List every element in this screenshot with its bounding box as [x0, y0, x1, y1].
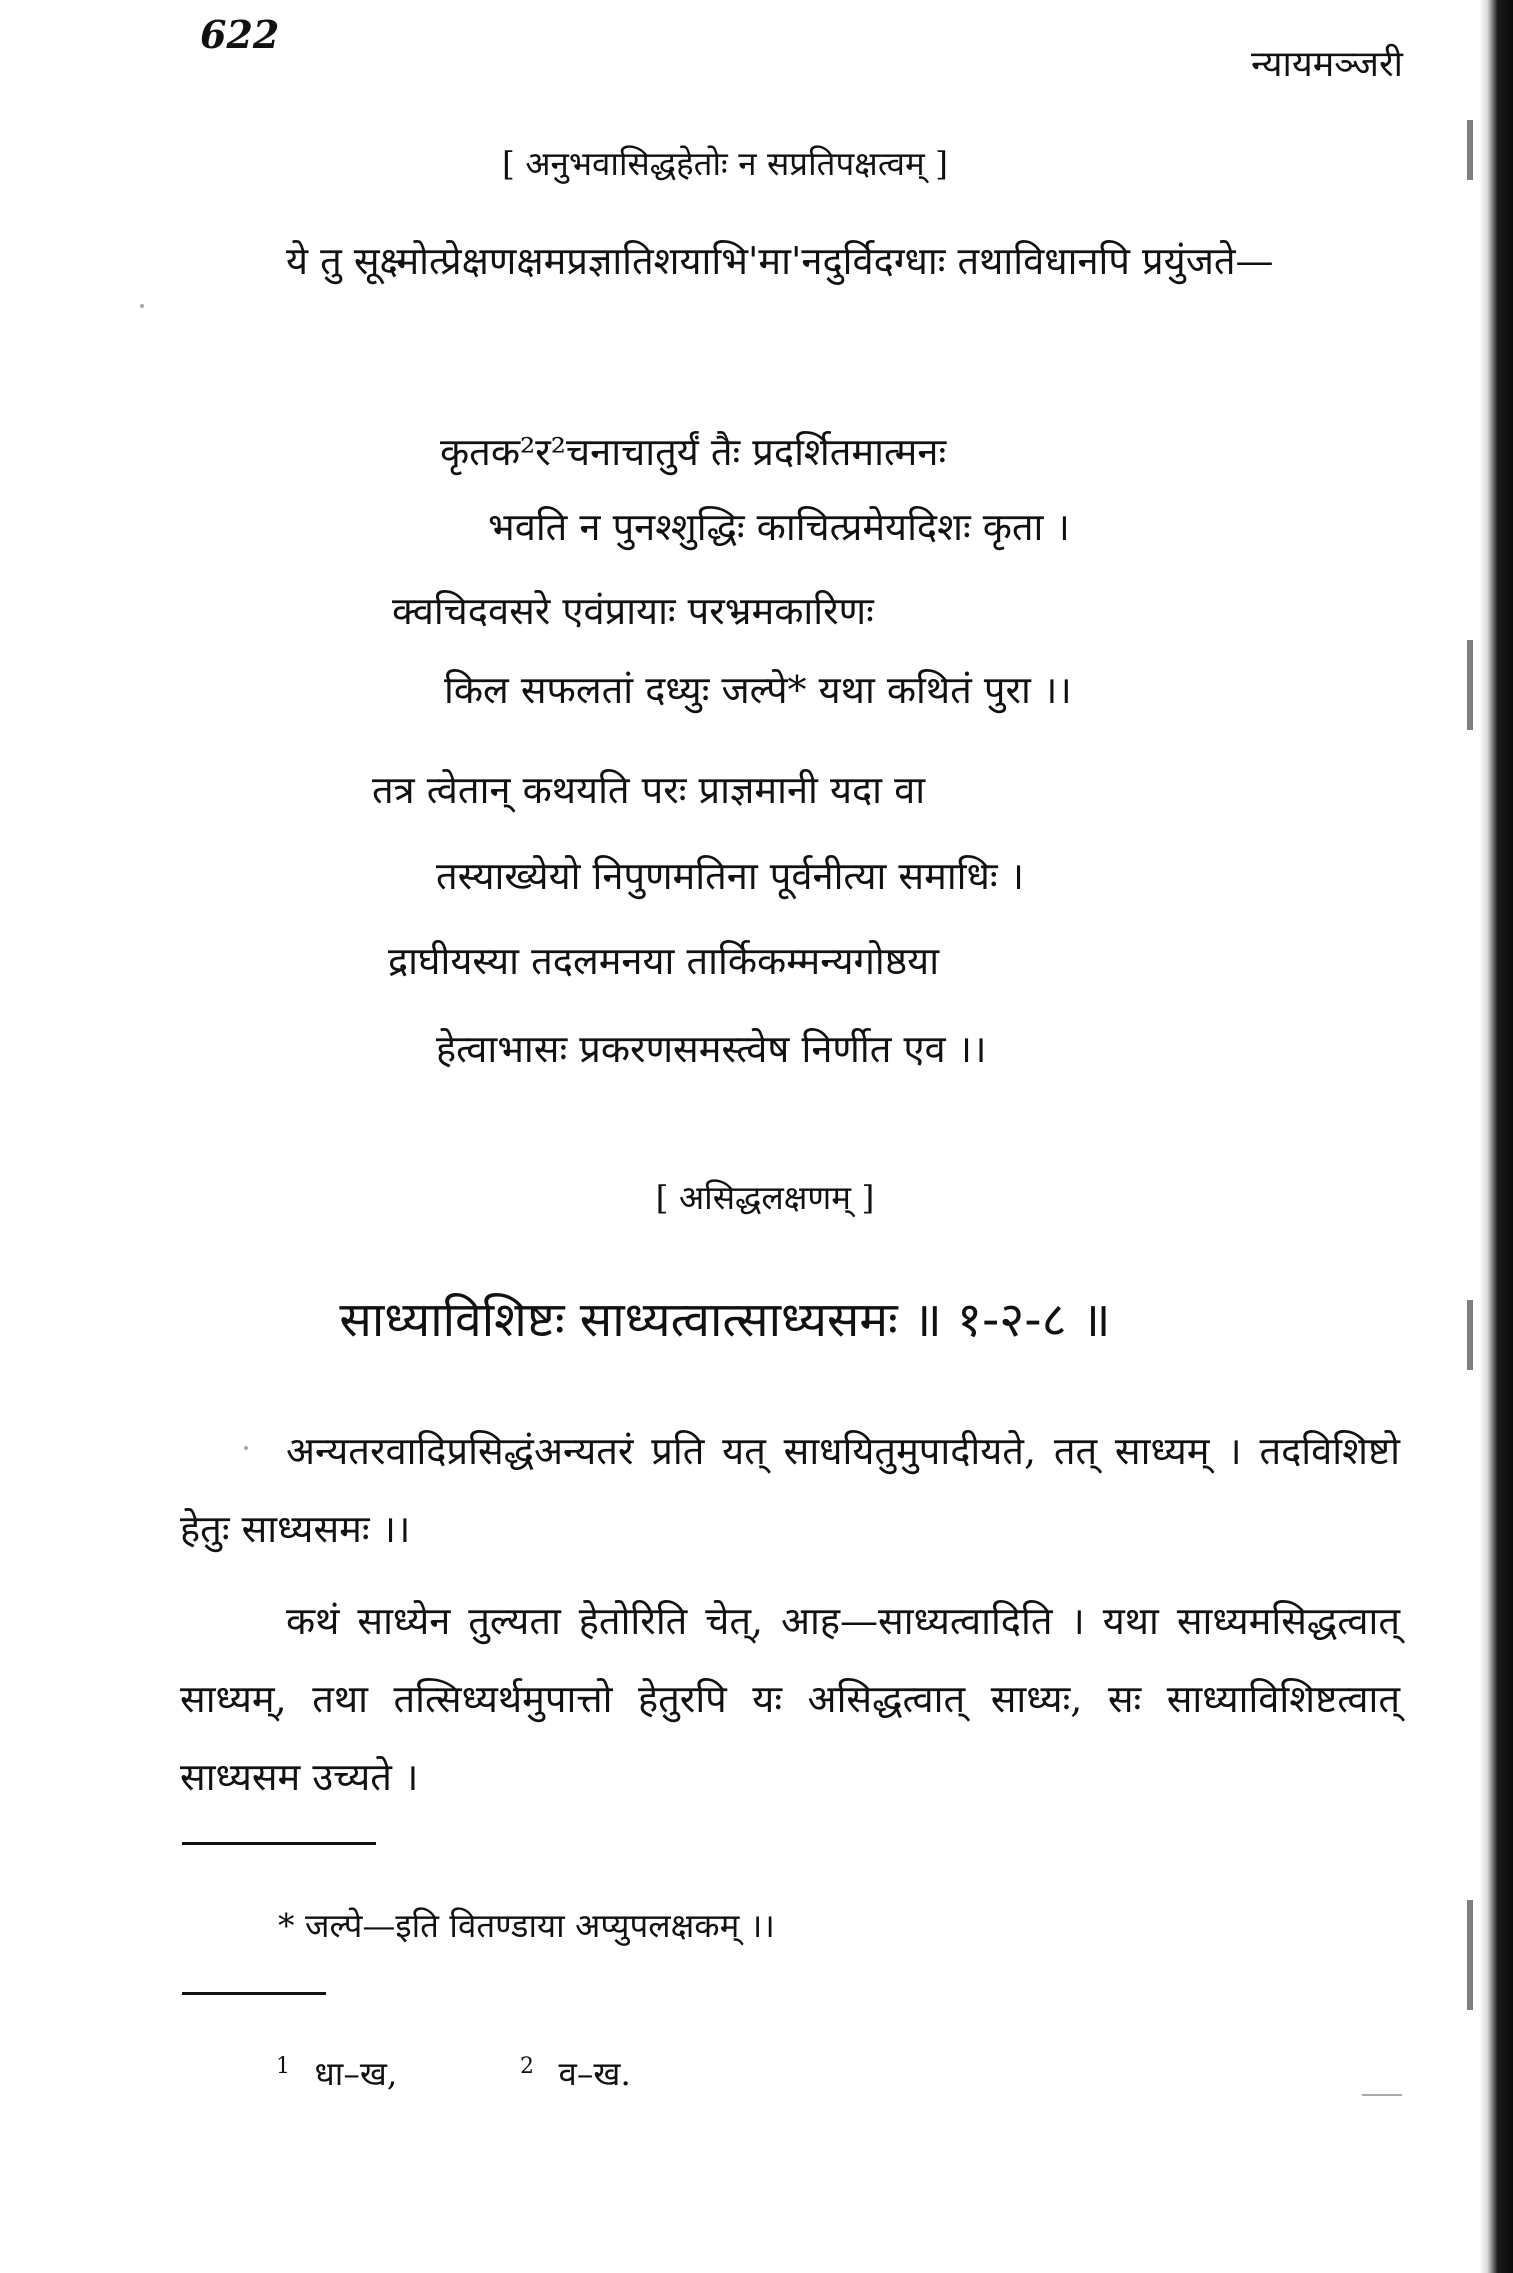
footnote: * जल्पे—इति वितण्डाया अप्युपलक्षकम् ।।	[278, 1906, 775, 1945]
scan-noise	[140, 304, 144, 308]
variant-note	[520, 2050, 631, 2095]
footnote-rule	[182, 1992, 326, 1995]
section-heading: [ असिद्धलक्षणम् ]	[655, 1178, 875, 1217]
scan-noise	[1362, 2094, 1402, 2096]
edge-speck	[1467, 1300, 1473, 1370]
page-edge-shadow	[1479, 0, 1513, 2273]
variant-text: व–ख.	[558, 2054, 631, 2093]
page-number: 622	[200, 12, 280, 57]
variant-note	[276, 2050, 397, 2095]
running-head: न्यायमञ्जरी	[1251, 44, 1403, 85]
variant-mark: 1	[276, 2054, 290, 2079]
edge-speck	[1467, 120, 1473, 180]
sutra: साध्याविशिष्टः साध्यत्वात्साध्यसमः ॥ १-२-८ ॥	[339, 1292, 1111, 1348]
verse-line: किल सफलतां दध्युः जल्पे* यथा कथितं पुरा ।।	[444, 668, 1072, 712]
verse-line: भवति न पुनश्शुद्धिः काचित्प्रमेयदिशः कृता ।	[488, 505, 1070, 549]
verse-line: तत्र त्वेतान् कथयति परः प्राज्ञमानी यदा वा	[372, 768, 926, 812]
scan-noise	[244, 1446, 248, 1450]
variant-mark: 2	[520, 2054, 534, 2079]
commentary-paragraph: कथं साध्येन तुल्यता हेतोरिति चेत्, आह—साध्यत्वादिति । यथा साध्यमसिद्धत्वात् साध्यम्, तथा तत्सिध्यर्थमुपात्तो हेतुरपि यः असिद्धत्वात् साध्यः, सः साध्याविशिष्टत्वात् साध्यसम उच्यते ।	[180, 1599, 1400, 1799]
commentary-paragraph: अन्यतरवादिप्रसिद्धंअन्यतरं प्रति यत् साधयितुमुपादीयते, तत् साध्यम् । तदविशिष्टो हेतुः साध्यसमः ।।	[180, 1429, 1400, 1551]
verse-line: तस्याख्येयो निपुणमतिना पूर्वनीत्या समाधिः ।	[436, 854, 1025, 898]
section-heading: [ अनुभवासिद्धहेतोः न सप्रतिपक्षत्वम् ]	[501, 144, 949, 183]
variant-text: धा–ख,	[314, 2054, 398, 2093]
verse-line: हेत्वाभासः प्रकरणसमस्त्वेष निर्णीत एव ।।	[436, 1027, 987, 1071]
edge-speck	[1467, 1900, 1473, 2010]
verse-line: कृतक²र²चनाचातुर्यं तैः प्रदर्शितमात्मनः	[440, 430, 947, 474]
edge-speck	[1467, 640, 1473, 730]
intro-paragraph: ये तु सूक्ष्मोत्प्रेक्षणक्षमप्रज्ञातिशयाभि'मा'नदुर्विदग्धाः तथाविधानपि प्रयुंजते—	[286, 239, 1274, 283]
verse-line: द्राघीयस्या तदलमनया तार्किकम्मन्यगोष्ठया	[388, 939, 940, 983]
footnote-rule	[182, 1842, 376, 1845]
verse-line: क्वचिदवसरे एवंप्रायाः परभ्रमकारिणः	[392, 589, 874, 633]
